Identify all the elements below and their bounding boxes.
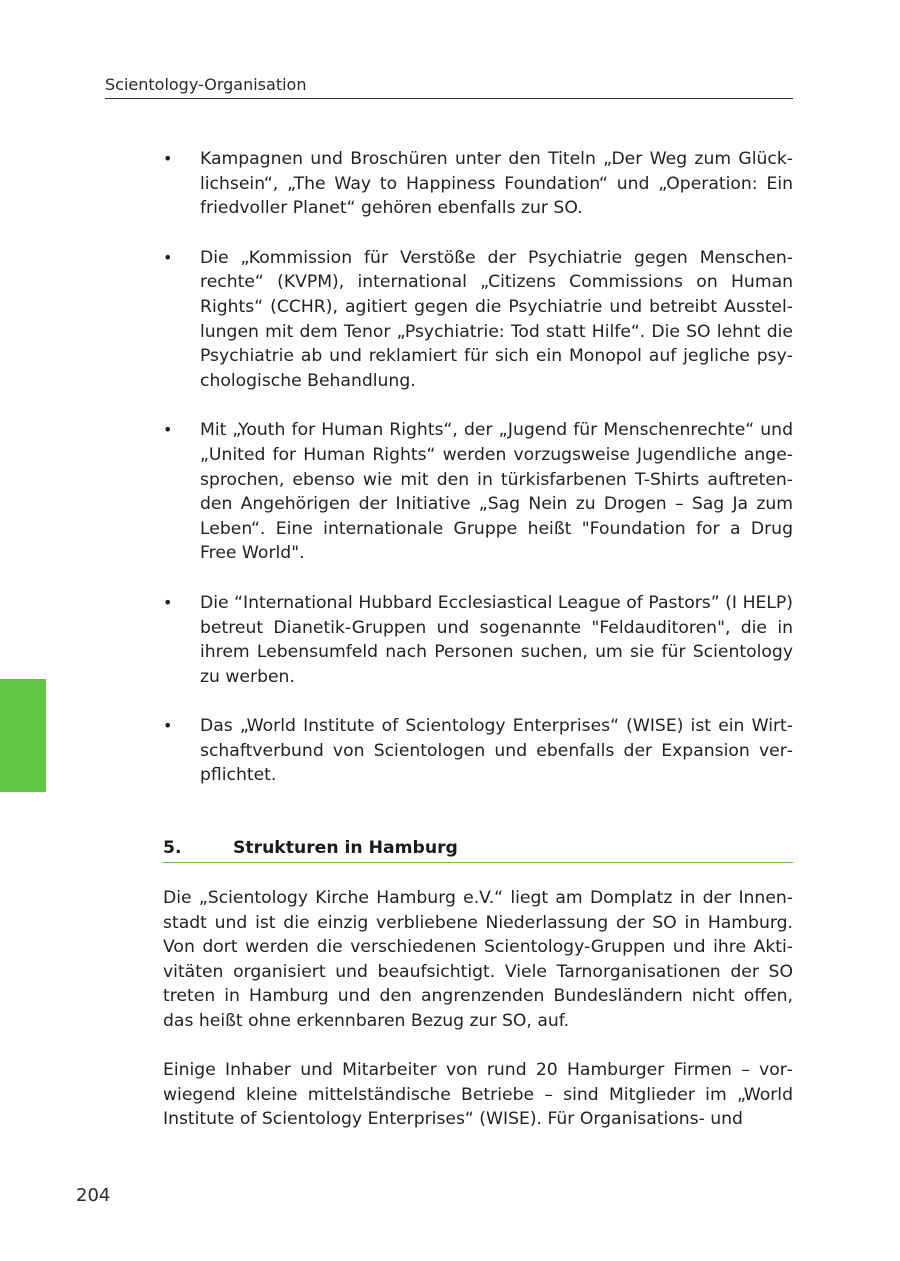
- list-item: [163, 714, 793, 788]
- section-number: 5.: [163, 838, 182, 858]
- body-paragraph: Die „Scientology Kirche Hamburg e.V.“ liegt am Domplatz in der Innenstadt und ist die einzig verbliebene Niederlassung der SO in Hamburg. Von dort werden die verschiedenen Scientology-Gruppen und ihre Aktivitäten organisiert und beaufsichtigt. Viele Tarnorganisationen der SO treten in Hamburg und den angrenzenden Bundesländern nicht offen, das heißt ohne erkennbaren Bezug zur SO, auf.: [163, 888, 793, 1031]
- bullet-text: Die “International Hubbard Ecclesiastical League of Pastors” (I HELP) betreut Dianetik-Gruppen und sogenannte "Feldauditoren", die in ihrem Lebensumfeld nach Personen suchen, um sie für Scientology zu werben.: [200, 592, 793, 687]
- bullet-marker: •: [163, 247, 173, 267]
- bullet-marker: •: [163, 420, 173, 440]
- section-title: Strukturen in Hamburg: [233, 838, 458, 858]
- bullet-list: [163, 147, 793, 813]
- list-item: [163, 591, 793, 689]
- bullet-text: Mit „Youth for Human Rights“, der „Jugend für Menschenrechte“ und „United for Human Rights“ werden vorzugsweise Jugendliche angesprochen, ebenso wie mit den in türkisfarbenen T-Shirts auftretenden Angehörigen der Initiative „Sag Nein zu Drogen – Sag Ja zum Leben“. Eine internationale Gruppe heißt "Foundation for a Drug Free World".: [200, 420, 793, 564]
- section-heading: [163, 836, 793, 863]
- chapter-tab-marker: [0, 679, 46, 792]
- page-number: 204: [76, 1185, 111, 1206]
- body-paragraph: Einige Inhaber und Mitarbeiter von rund 20 Hamburger Firmen – vorwiegend kleine mittelständische Betriebe – sind Mitglieder im „World Institute of Scientology Enterprises“ (WISE). Für Organisations- und: [163, 1060, 793, 1130]
- list-item: [163, 246, 793, 394]
- list-item: [163, 147, 793, 221]
- bullet-marker: •: [163, 149, 173, 168]
- bullet-marker: •: [163, 716, 173, 736]
- bullet-text: Kampagnen und Broschüren unter den Titeln „Der Weg zum Glücklichsein“, „The Way to Happiness Foundation“ und „Operation: Ein friedvoller Planet“ gehören ebenfalls zur SO.: [200, 149, 793, 219]
- bullet-marker: •: [163, 592, 173, 612]
- list-item: [163, 418, 793, 566]
- bullet-text: Das „World Institute of Scientology Enterprises“ (WISE) ist ein Wirtschaftverbund von Scientologen und ebenfalls der Expansion verpflichtet.: [200, 716, 793, 786]
- running-head: Scientology-Organisation: [105, 74, 793, 99]
- bullet-text: Die „Kommission für Verstöße der Psychiatrie gegen Menschenrechte“ (KVPM), international „Citizens Commissions on Human Rights“ (CCHR), agitiert gegen die Psychiatrie und betreibt Ausstellungen mit dem Tenor „Psychiatrie: Tod statt Hilfe“. Die SO lehnt die Psychiatrie ab und reklamiert für sich ein Monopol auf jegliche psychologische Behandlung.: [200, 247, 793, 391]
